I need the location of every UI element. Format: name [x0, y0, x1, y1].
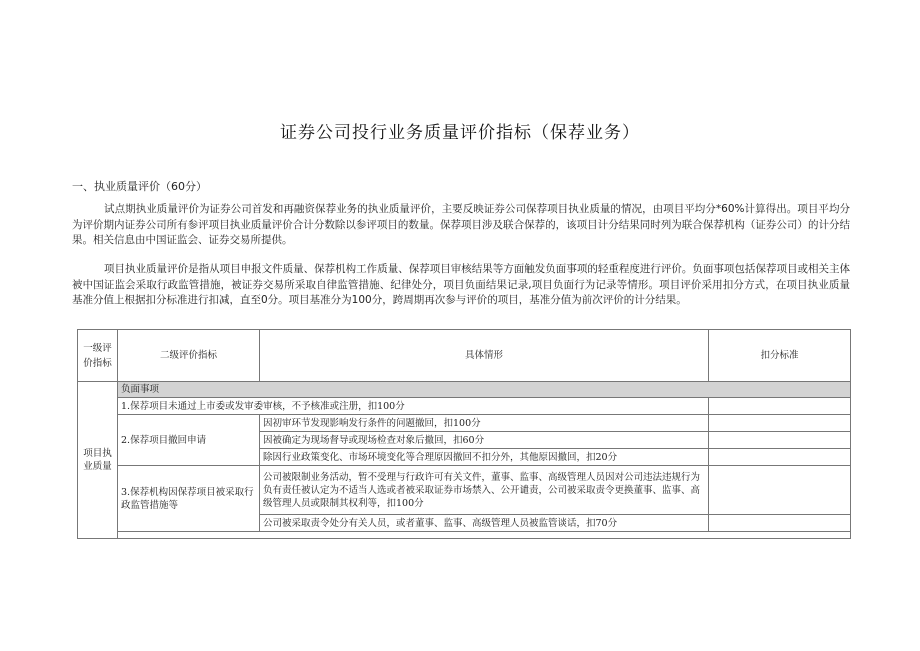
header-level1: 一级评价指标: [78, 330, 118, 382]
item2-deduction: [709, 432, 851, 449]
item2-deduction: [709, 415, 851, 432]
table-row: [78, 466, 851, 515]
table-filler: [118, 532, 851, 539]
paragraph-2-text: 项目执业质量评价是指从项目申报文件质量、保荐机构工作质量、保荐项目审核结果等方面触发负面事项的轻重程度进行评价。负面事项包括保荐项目或相关主体被中国证监会采取行政监管措施，被证券交易所采取自律监管措施、纪律处分，项目负面结果记录,项目负面行为记录等情形。项目评价采用扣分方式，在项目执业质量基准分值上根据扣分标准进行扣减，直至0分。项目基准分为100分，跨周期再次参与评价的项目，基准分值为前次评价的计分结果。: [72, 263, 850, 306]
item1-deduction: [709, 398, 851, 415]
table-row: [78, 382, 851, 398]
item1-text: 1.保荐项目未通过上市委或发审委审核，不予核准或注册，扣100分: [118, 398, 709, 415]
table-row: [78, 532, 851, 539]
table-row: [78, 415, 851, 432]
paragraph-1: [72, 202, 850, 249]
paragraph-2: [72, 262, 850, 309]
section-heading: 一、执业质量评价（60分）: [72, 180, 207, 193]
header-deduction: 扣分标准: [709, 330, 851, 382]
item2-case: 因初审环节发现影响发行条件的问题撤回，扣100分: [260, 415, 709, 432]
header-situation: 具体情形: [260, 330, 709, 382]
level1-cell: 项目执业质量: [78, 382, 118, 539]
table-row: [78, 398, 851, 415]
page-title: 证券公司投行业务质量评价指标（保荐业务）: [280, 123, 640, 143]
item2-case: 除因行业政策变化、市场环境变化等合理原因撤回不扣分外，其他原因撤回，扣20分: [260, 449, 709, 466]
evaluation-table: [77, 329, 851, 539]
item3-deduction: [709, 515, 851, 532]
header-level2: 二级评价指标: [118, 330, 260, 382]
item2-deduction: [709, 449, 851, 466]
paragraph-1-text: 试点期执业质量评价为证券公司首发和再融资保荐业务的执业质量评价，主要反映证券公司保荐项目执业质量的情况，由项目平均分*60%计算得出。项目平均分为评价期内证券公司所有参评项目执业质量评价合计分数除以参评项目的数量。保荐项目涉及联合保荐的，该项目计分结果同时列为联合保荐机构（证券公司）的计分结果。相关信息由中国证监会、证券交易所提供。: [72, 203, 850, 246]
table-header-row: [78, 330, 851, 382]
item2-case: 因被确定为现场督导或现场检查对象后撤回，扣60分: [260, 432, 709, 449]
negative-section-label: 负面事项: [118, 382, 851, 398]
item3-label: 3.保荐机构因保荐项目被采取行政监管措施等: [118, 466, 260, 532]
item3-case: 公司被限制业务活动，暂不受理与行政许可有关文件，董事、监事、高级管理人员因对公司违法违规行为负有责任被认定为不适当人选或者被采取证券市场禁入、公开谴责，公司被采取责令更换董事、监事、高级管理人员或限制其权利等，扣100分: [260, 466, 709, 515]
item3-deduction: [709, 466, 851, 515]
item2-label: 2.保荐项目撤回申请: [118, 415, 260, 466]
item3-case: 公司被采取责令处分有关人员，或者董事、监事、高级管理人员被监管谈话，扣70分: [260, 515, 709, 532]
